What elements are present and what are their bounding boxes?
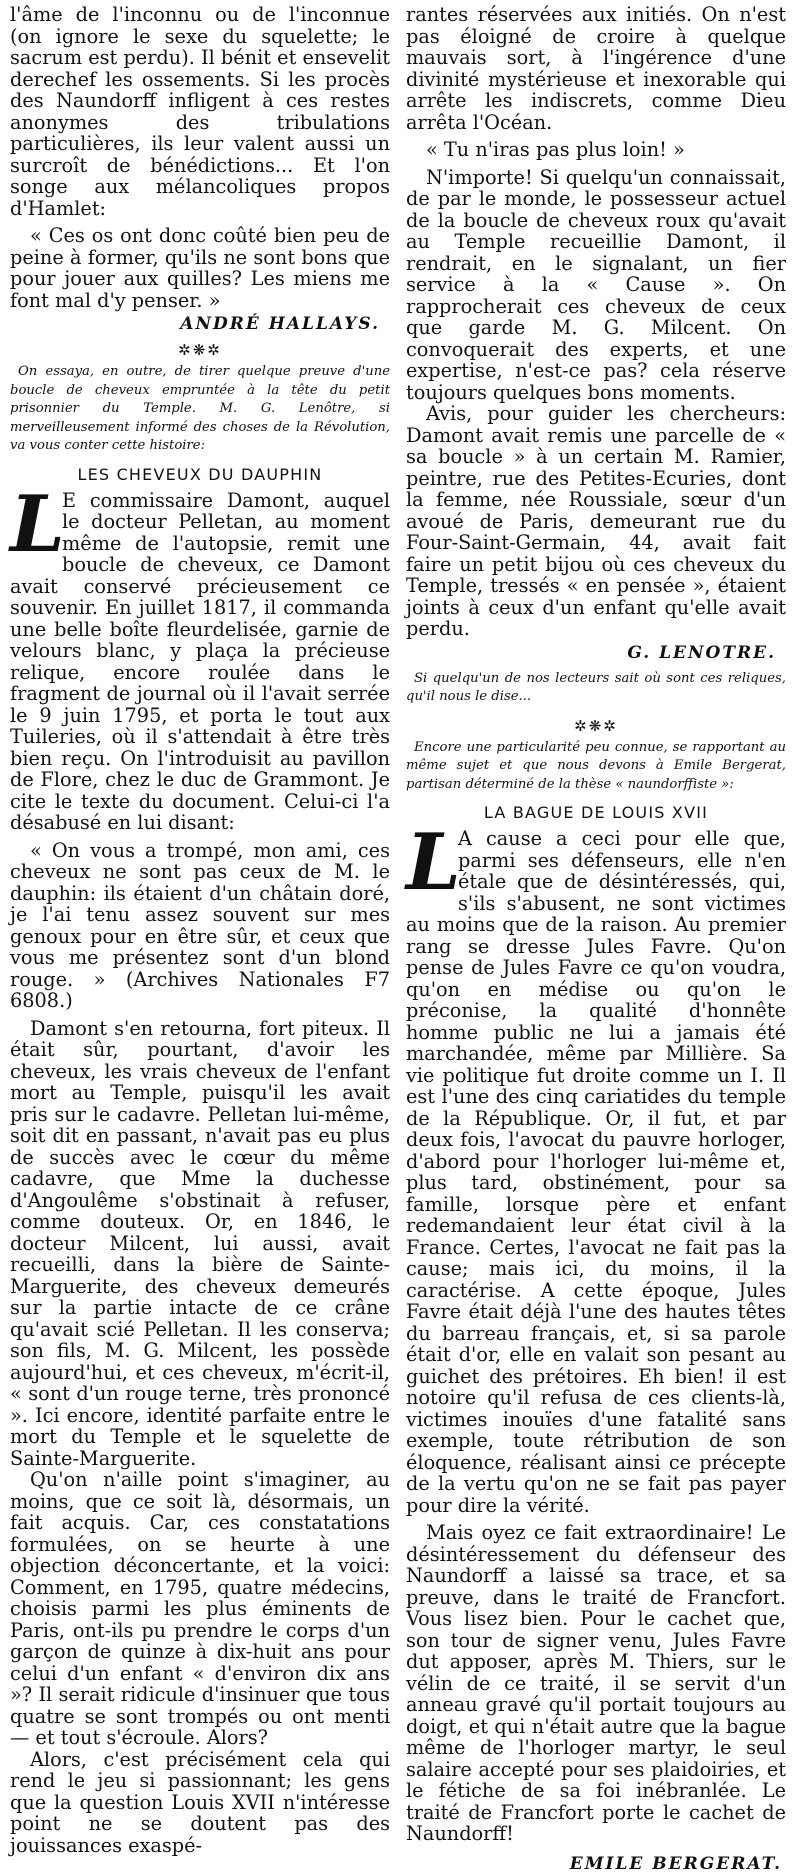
signature-hallays: ANDRÉ HALLAYS. [180, 314, 380, 334]
ornament-divider: ✲❋✲ [178, 341, 222, 359]
paragraph-cheveux-1 [10, 478, 390, 834]
quote-ocean: « Tu n'iras pas plus loin! » [426, 138, 685, 161]
paragraph-avis: Avis, pour guider les chercheurs: Damont avait remis une parcelle de « sa boucle » à un certain M. Ramier, peintre, rue des Petites-Ecuries, dont la femme, née Roussiale, sœur d'un avoué de Paris, demeurant rue du Four-Saint-Germain, 44, avait fait faire un petit bijou où ces cheveux du Temple, tressés « en pensée », étaient joints à ceux d'un enfant qu'elle avait perdu. [406, 402, 786, 640]
signature-lenotre: G. LENOTRE. [627, 642, 776, 663]
quote-hamlet: « Ces os ont donc coûté bien peu de peine à former, qu'ils ne sont bons que pour jouer aux quilles? Les miens me font mal d'y penser. » [10, 224, 390, 312]
quote-grammont: « On vous a trompé, mon ami, ces cheveux ne sont pas ceux de M. le dauphin: ils étaient d'un châtain doré, je l'ai tenu assez souvent sur mes genoux pour en être sûr, et ceux que vous me présentez sont d'un blond rouge. » (Archives Nationales F7 6808.) [10, 838, 390, 1012]
dropcap-letter-2: L [406, 817, 461, 908]
heading-cheveux-du-dauphin: LES CHEVEUX DU DAUPHIN [77, 464, 323, 484]
paragraph-bague-1 [406, 817, 786, 1517]
signature-bergerat: EMILE BERGERAT. [569, 1853, 782, 1874]
paragraph-damont-retourna: Damont s'en retourna, fort piteux. Il était sûr, pourtant, d'avoir les cheveux, les vrais cheveux de l'enfant mort au Temple, puisqu'il les avait pris sur le cadavre. Pelletan lui-même, soit dit en passant, n'avait pas eu plus de succès avec le cœur du même cadavre, que Mme la duchesse d'Angoulême s'obstinait à refuser, comme douteux. Or, en 1846, le docteur Milcent, lui aussi, avait recueilli, dans la bière de Sainte-Marguerite, des cheveux demeurés sur la partie intacte de ce crâne qu'avait scié Pelletan. Il les conserva; son fils, M. G. Milcent, les possède aujourd'hui, et ces cheveux, m'écrit-il, « sont d'un rouge terne, très prononcé ». Ici encore, identité parfaite entre le mort du Temple et le squelette de Sainte-Marguerite. [10, 1016, 390, 1470]
paragraph-nimporte: N'importe! Si quelqu'un connaissait, de par le monde, le possesseur actuel de la boucle de cheveux roux qu'avait au Temple recueillie Damont, il rendrait, en le signalant, un fier service à la « Cause ». On rapprocherait ces cheveux de ceux que garde M. G. Milcent. On convoquerait des experts, et une expertise, n'est-ce pas? cela réserve toujours quelques bons moments. [406, 165, 786, 404]
intro-lenotre: On essaya, en outre, de tirer quelque preuve d'une boucle de cheveux empruntée à la tête du petit prisonnier du Temple. M. G. Lenôtre, si merveilleusement informé des choses de la Révolution, va vous conter cette histoire: [10, 364, 390, 453]
paragraph-bague-1-text: cause a ceci pour elle que, parmi ses défenseurs, elle n'en étale que de désintéressés, qui, s'ils s'abusent, ne sont victimes au moins que de la raison. Au premier rang se dresse Jules Favre. Qu'on pense de Jules Favre ce qu'on voudra, qu'on en médise ou qu'on le préconise, la qualité d'honnête homme public ne lui a jamais été marchandée, même par Millière. Sa vie politique fut droite comme un I. Il est l'une des cinq cariatides du temple de la République. Or, il fut, et par deux fois, l'avocat du pauvre horloger, d'abord pour l'horloger lui-même et, plus tard, obstinément, pour sa famille, lorsque père et enfant redemandaient leur état civil à la France. Certes, l'avocat ne fait pas la cause; mais ici, du moins, il la caractérise. A cette époque, Jules Favre était déjà l'une des hautes têtes du barreau français, et, si sa parole était d'or, elle en valait son pesant au guichet des prétoires. Eh bien! il est notoire qu'il refusa de ces clients-là, victimes inouïes d'une fatalité sans exemple, toute rétribution de son éloquence, réalisant ainsi ce précepte de la vertu qu'on ne se fait pas payer pour dire la vérité. [406, 827, 786, 1517]
note-reliques: Si quelqu'un de nos lecteurs sait où sont ces reliques, qu'il nous le dise... [406, 670, 786, 704]
ornament-divider-2: ✲❋✲ [574, 716, 618, 735]
paragraph-quon-naille: Qu'on n'aille point s'imaginer, au moins, que ce soit là, désormais, un fait acquis. Car, ces constatations formulées, on se heurte à une objection déconcertante, et la voici: Comment, en 1795, quatre médecins, choisis parmi les plus éminents de Paris, ont-ils pu prendre le corps d'un garçon de quinze à dix-huit ans pour celui d'un enfant « d'environ dix ans »? Il serait ridicule d'insinuer que tous quatre se sont trompés ou ont menti — et tout s'écroule. Alors? [10, 1468, 390, 1749]
first-letter: E [62, 488, 77, 512]
first-letter-2: A [458, 827, 472, 850]
column-right [406, 3, 786, 1874]
column-left [10, 3, 390, 1857]
dropcap-letter: L [10, 478, 65, 570]
paragraph-hamlet-intro: l'âme de l'inconnu ou de l'inconnue (on ignore le sexe du squelette; le sacrum est perdu). Il bénit et ensevelit derechef les ossements. Si les procès des Naundorff infligent à ces restes anonymes des tribulations particulières, ils leur valent aussi un surcroît de bénédictions... Et l'on songe aux mélancoliques propos d'Hamlet: [10, 3, 390, 220]
intro-bergerat: Encore une particularité peu connue, se rapportant au même sujet et que nous devons à Emile Bergerat, partisan déterminé de la thèse « naundorffiste »: [406, 739, 786, 792]
paragraph-mais-oyez: Mais oyez ce fait extraordinaire! Le désintéressement du défenseur des Naundorff a laissé sa trace, et sa preuve, dans le traité de Francfort. Vous lisez bien. Pour le cachet que, son tour de signer venu, Jules Favre dut apposer, après M. Thiers, sur le vélin de ce traité, il se servit d'un anneau gravé qu'il portait toujours au doigt, et qui n'était autre que la bague même de l'horloger martyr, le seul salaire accepté pour ses plaidoiries, et le fétiche de sa foi inébranlée. Le traité de Francfort porte le cachet de Naundorff! [406, 1521, 786, 1845]
paragraph-cheveux-1-text: commissaire Damont, auquel le docteur Pelletan, au moment même de l'autopsie, remit une boucle de cheveux, ce Damont avait conservé précieusement ce souvenir. En juillet 1817, il commanda une belle boîte fleurdelisée, garnie de velours blanc, y plaça la précieuse relique, encore roulée dans le fragment de journal où il l'avait serrée le 9 juin 1795, et porta le tout aux Tuileries, où il s'attendait à être très bien reçu. On l'introduisit au pavillon de Flore, chez le duc de Grammont. Je cite le texte du document. Celui-ci l'a désabusé en lui disant: [10, 488, 390, 834]
paragraph-alors: Alors, c'est précisément cela qui rend le jeu si passionnant; les gens que la question Louis XVII n'intéresse point ne se doutent pas des jouissances exaspé- [10, 1747, 390, 1857]
paragraph-initiates: rantes réservées aux initiés. On n'est pas éloigné de croire à quelque mauvais sort, à l'ingérence d'une divinité mystérieuse et inexorable qui arrête les indiscrets, comme Dieu arrêta l'Océan. [406, 3, 786, 134]
heading-bague-de-louis-xvii: LA BAGUE DE LOUIS XVII [483, 803, 709, 822]
